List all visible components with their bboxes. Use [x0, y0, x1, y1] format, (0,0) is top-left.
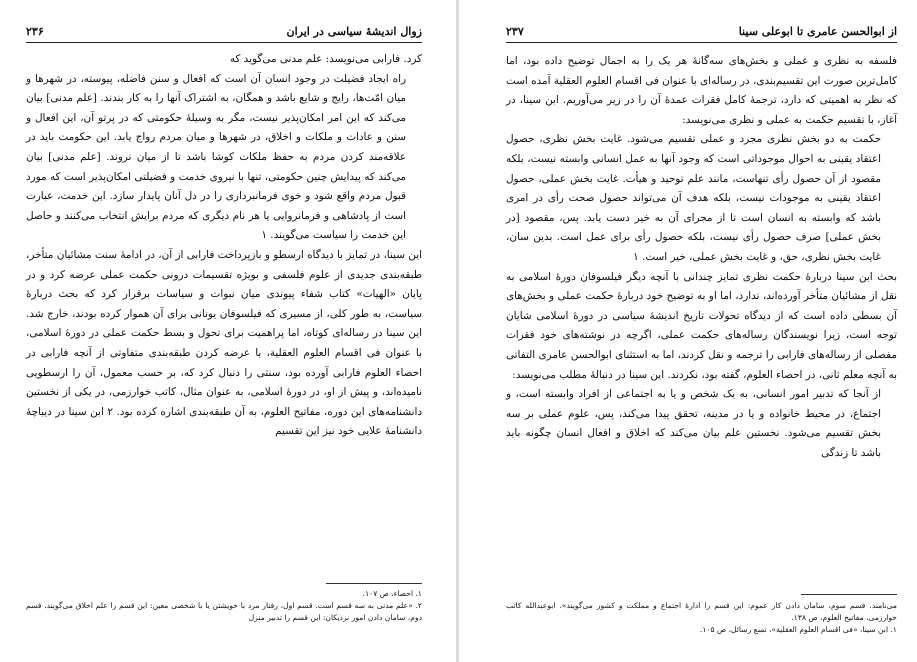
right-page	[460, 0, 917, 662]
right-page-number: ۲۳۷	[506, 25, 524, 38]
right-running-header	[506, 24, 897, 40]
right-block-quote: از آنجا که تدبیر امور انسانی، به یک شخص و یا به اجتماعی از افراد وابسته است، و اجتماع، در محیط خانواده و یا در مدینه، تحقق پیدا می‌کند، پس، علوم عملی بر سه بخش تقسیم می‌شود. نخستین علم بیان می‌کند که اخلاق و افعال انسان چگونه باید باشد تا زندگی	[506, 388, 881, 459]
left-header-rule	[26, 42, 422, 43]
right-footnote-rule	[801, 594, 897, 595]
right-paragraph: بحث ابن سینا دربارهٔ حکمت نظری تمایز چندانی با آنچه دیگر فیلسوفان دورهٔ اسلامی به نقل از مشائیان متأخر آورده‌اند، ندارد، اما او به توضیح خود دربارهٔ حکمت عملی و بخش‌های آن بسطی داده است که از دیدگاه تحولات تاریخ اندیشهٔ سیاسی در دورهٔ اسلامی شایان توجه است، زیرا نویسندگان رساله‌های حکمت عملی، اگرچه در نوشته‌های خود فقرات مفصلی از رساله‌های فارابی را ترجمه و نقل کردند، اما به استثنای ابوالحسن عامری التفاتی به آنچه معلم ثانی، در احصاء العلوم، گفته بود، نکردند. این سینا در دنبالهٔ مطلب می‌نویسد:	[506, 270, 897, 381]
right-footnotes	[506, 600, 897, 636]
right-header-title: از ابوالحسن عامری تا ابوعلی سینا	[738, 25, 897, 38]
left-footnotes	[26, 588, 422, 624]
footnote: ۲. «علم مدنی به سه قسم است. قسم اول، رفتار مرد با خویشتن یا با شخصی معین: این قسم را علم اخلاق می‌گویند. قسم دوم، سامان دادن امور نزدیکان: این قسم را تدبیر منزل	[26, 601, 422, 622]
left-page	[0, 0, 458, 662]
footnote: ۱. ابن سینا، «فی اقسام العلوم العقلیة»، تسع رسائل، ص ۱۰۵.	[699, 625, 897, 634]
left-page-number: ۲۳۶	[26, 25, 44, 38]
footnote: می‌نامند. قسم سوم، سامان دادن کار عموم: این قسم را ادارهٔ اجتماع و مملکت و کشور می‌گویند». ابوعبدالله کاتب خوارزمی، مفاتیح العلوم، ص ۱۳۸.	[506, 601, 897, 622]
left-block-quote: راه ایجاد فضیلت در وجود انسان آن است که افعال و سنن فاضله، پیوسته، در شهرها و میان امّت‌ها، رایج و شایع باشد و همگان، به اشتراک آنها را به کار بندند. [علم مدنی] بیان می‌کند که این امر امکان‌پذیر نیست، مگر به وسیلهٔ حکومتی که در پرتو آن، این افعال و سنن و عادات و ملکات و اخلاق، در شهرها و میان مردم رواج یابد. این حکومت باید در علاقه‌مند کردن مردم به حفظ ملکات کوشا باشد تا از میان نروند. [علم مدنی] بیان می‌کند که پیدایش چنین حکومتی، تنها با نیروی خدمت و فضیلتی امکان‌پذیر است که مورد قبول مردم واقع شود و خوی فرمانبرداری را در دل آنان پایدار سازد. این خدمت، عبارت است از پادشاهی و فرمانروایی یا هر نام دیگری که مردم برایش انتخاب می‌کنند و حاصل این خدمت را سیاست می‌گویند. ۱	[26, 72, 406, 242]
left-footnote-rule	[326, 583, 422, 584]
book-gutter	[456, 0, 459, 662]
left-paragraph: این سینا، در تمایز با دیدگاه ارسطو و بازپرداخت فارابی از آن، در ادامهٔ سنت مشائیان متأخر، طبقه‌بندی جدیدی از علوم فلسفی و بویژه تقسیمات درونی حکمت عملی عرضه کرد و در پایان «الهیات» کتاب شفاء پیوندی میان نبوات و سیاسات برقرار کرد که بحث دربارهٔ سیاست، به طور کلی، از مسیری که فیلسوفان یونانی برای آن هموار کرده بودند، خارج شد. این سینا در رساله‌ای کوتاه، اما پراهمیت برای تحول و بسط حکمت عملی در دورهٔ اسلامی، با عنوان فی اقسام العلوم العقلیة، با عرضه کردن طبقه‌بندی متفاوتی از آنچه فارابی در احصاء العلوم فارابی آورده بود، سنتی را دنبال کرد که، بر حسب معمول، آن را ارسطویی نامیده‌اند، و پیش از او، در دورهٔ اسلامی، به عنوان مثال، کاتب خوارزمی، در یکی از نخستین دانشنامه‌های این دوره، مفاتیح العلوم، به آن طبقه‌بندی اشاره کرده بود. ۲ ابن سینا در دیباچهٔ دانشنامهٔ علایی خود نیز این تقسیم	[26, 248, 422, 438]
right-body-text	[506, 52, 897, 463]
right-header-rule	[506, 42, 897, 43]
right-block-quote: حکمت به دو بخش نظری مجرد و عملی تقسیم می‌شود. غایت بخش نظری، حصول اعتقاد یقینی به احوال موجوداتی است که وجود آنها به عمل انسانی وابسته نیست، بلکه مقصود از آن حصول رأی تنهاست، مانند علم توحید و هیأت. غایت بخش عملی، حصول اعتقاد یقینی به موجودات نیست، بلکه هدف آن می‌تواند حصول صحت رأی در امری باشد که وابسته به انسان است تا از مجرای آن به خیر دست یابد. پس، مقصود [در بخش عملی] صرف حصول رأی نیست، بلکه حصول رأی برای عمل است. بدین سان، غایت بخش نظری، حق، و غایت بخش عملی، خیر است. ۱	[506, 133, 881, 263]
left-header-title: زوال اندیشهٔ سیاسی در ایران	[286, 25, 422, 38]
footnote: ۱. احصاء، ص ۱۰۷.	[362, 589, 422, 598]
left-paragraph: کرد. فارابی می‌نویسد: علم مدنی می‌گوید که	[229, 53, 422, 65]
left-body-text	[26, 50, 422, 442]
left-running-header	[26, 24, 422, 40]
right-paragraph: فلسفه به نظری و عملی و بخش‌های سه‌گانهٔ هر یک را به اجمال توضیح داده بود، اما کامل‌ترین صورت این تقسیم‌بندی، در رساله‌ای با عنوان فی اقسام العلوم العقلیة آمده است که نظر به اهمیتی که دارد، ترجمهٔ کامل فقرات عمدهٔ آن را در زیر می‌آوریم. ابن سینا، در آغاز، با تقسیم حکمت به عملی و نظری می‌نویسد:	[506, 55, 897, 126]
